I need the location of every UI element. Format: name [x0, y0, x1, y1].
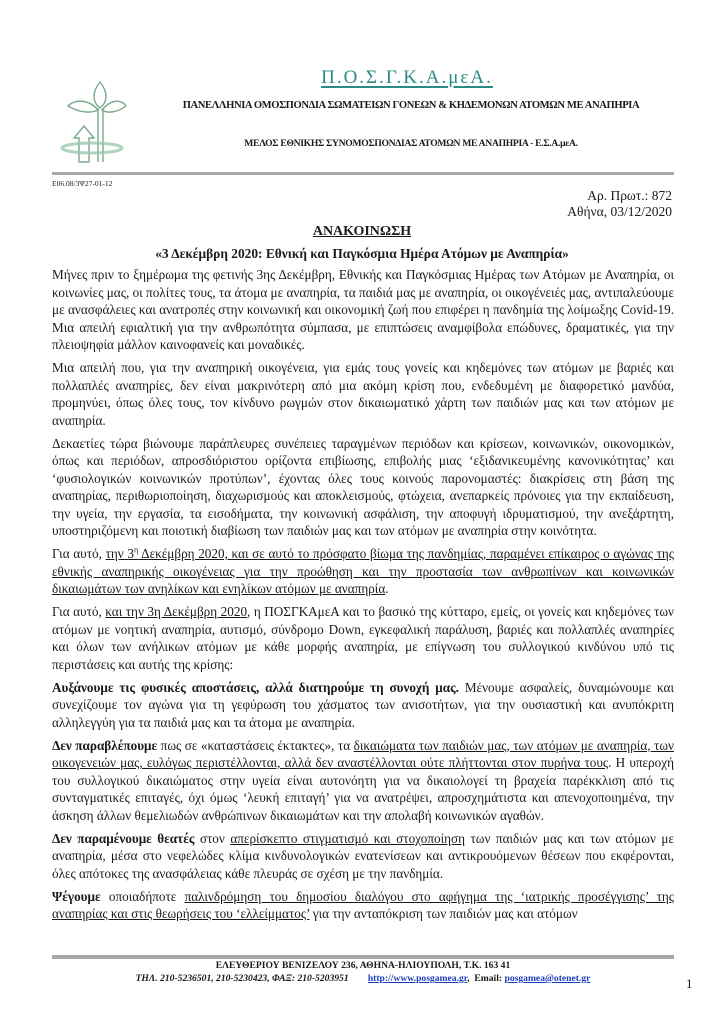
paragraph-6: Αυξάνουμε τις φυσικές αποστάσεις, αλλά διατηρούμε τη συνοχή μας. Μένουμε ασφαλείς, δυναμώνουμε και συνεχίζουμε τον αγώνα για τη γεφύρωση του χάσματος των ανισοτήτων, για την ουσιαστική και ανυπόκριτη αλληλεγγύη για τα παιδιά μας και τα άτομα με αναπηρία.: [52, 679, 674, 730]
paragraph-5: Για αυτό, και την 3η Δεκέμβρη 2020, η ΠΟΣΓΚΑμεΑ και το βασικό της κύτταρο, εμείς, οι γονείς και κηδεμόνες των ατόμων με νοητική αναπηρία, αυτισμό, σύνδρομο Down, εγκεφαλική παράλυση, βαριές και πολλαπλές αναπηρίες και όλων των ανήλικων ατόμων με κάθε μορφής αναπηρία, με επίγνωση του συλλογικού κινδύνου υπό τις περιστάσεις και αυτής της κρίσης:: [52, 604, 674, 672]
protocol-number: Αρ. Πρωτ.: 872: [587, 188, 672, 203]
place-date: Αθήνα, 03/12/2020: [567, 204, 672, 219]
org-membership: ΜΕΛΟΣ ΕΘΝΙΚΗΣ ΣΥΝΟΜΟΣΠΟΝΔΙΑΣ ΑΤΟΜΩΝ ΜΕ ΑΝΑΠΗΡΙΑ - Ε.Σ.Α.μεΑ.: [244, 138, 578, 149]
website-link[interactable]: http://www.posgamea.gr: [367, 973, 468, 984]
paragraph-4: Για αυτό, την $3^\eta$ Δεκέμβρη 2020, και σε αυτό το πρόσφατο βίωμα της πανδημίας, παραμένει επίκαιρος ο αγώνας της εθνικής αναπηρικής οικογένειας για την προώθηση και την προστασία των ανθρωπίνων και κοινωνικών δικαιωμάτων των ανηλίκων και ενηλίκων ατόμων με αναπηρία.: [52, 545, 674, 596]
paragraph-3: Δεκαετίες τώρα βιώνουμε παράπλευρες συνέπειες ταραγμένων περιόδων και κρίσεων, κοινωνικών, οικονομικών, όπως και περιόδων, απροσδιόριστου ορίζοντα επιβίωσης, επιβολής μιας ‘εξιδανικευμένης κανονικότητας’ και ‘φυσιολογικών κοινωνικών προτύπων’, έχοντας όλες τους κοινούς παρονομαστές: διακρίσεις στη βάση της αναπηρίας, περιθωριοποίηση, διαχωρισμούς και αποκλεισμούς, φτώχεια, ανεπαρκείς πρόνοιες για την εκπαίδευση, την υγεία, την εργασία, τα εισοδήματα, την κοινωνική ασφάλιση, την αποφυγή ιδρυματισμού, την ανεξάρτητη, υποστηριζόμενη και ποιοτική διαβίωση των παιδιών μας και των ατόμων με αναπηρία στην κοινότητα.: [52, 435, 674, 538]
footer-divider: [52, 955, 674, 959]
footer-phones: ΤΗΛ. 210-5236501, 210-5230423, ΦΑΞ: 210-5203951: [135, 973, 349, 984]
bold-lead: Δεν παραμένουμε θεατές: [52, 830, 195, 846]
underlined-text: την $3^\eta$ Δεκέμβρη 2020, και σε αυτό το πρόσφατο βίωμα της πανδημίας, παραμένει επίκαιρος ο αγώνας της εθνικής αναπηρικής οικογένειας για την προώθηση και την προστασία των ανθρωπίνων και κοινωνικών δικαιωμάτων των ανηλίκων και ενηλίκων ατόμων με αναπηρία: [52, 545, 674, 596]
document-subject: «3 Δεκέμβρη 2020: Εθνική και Παγκόσμια Ημέρα Ατόμων με Αναπηρία»: [155, 246, 569, 261]
footer-contacts: ΤΗΛ. 210-5236501, 210-5230423, ΦΑΞ: 210-5203951 http://www.posgamea.gr, Email: posgamea@otenet.gr: [135, 973, 591, 984]
paragraph-2: Μια απειλή που, για την αναπηρική οικογένεια, για εμάς τους γονείς και κηδεμόνες των ατόμων με βαριές και πολλαπλές αναπηρίες, δεν είναι μακρινότερη από μια ακόμη κρίση που, ενδεδυμένη με διαφορετικό μανδύα, προμηνύει, όπως όλες τους, τον κίνδυνο ρωγμών στον δικαιωματικό χάρτη των παιδιών μας και των ατόμων με αναπηρία.: [52, 360, 674, 428]
underlined-text: παλινδρόμηση του δημοσίου διαλόγου στο αφήγημα της ‘ιατρικής προσέγγισης’ της αναπηρίας και στις θεωρήσεις του ‘ελλείμματος’: [52, 888, 674, 921]
underlined-text: και την 3η Δεκέμβρη 2020: [105, 604, 248, 619]
document-body: [52, 266, 674, 928]
protocol-block: [567, 188, 672, 220]
email-label: Email:: [474, 973, 505, 984]
plant-arrow-logo-icon: [56, 76, 128, 166]
org-fullname: ΠΑΝΕΛΛΗΝΙΑ ΟΜΟΣΠΟΝΔΙΑ ΣΩΜΑΤΕΙΩΝ ΓΟΝΕΩΝ & ΚΗΔΕΜΟΝΩΝ ΑΤΟΜΩΝ ΜΕ ΑΝΑΠΗΡΙΑ: [182, 100, 640, 111]
org-acronym-title: Π.Ο.Σ.Γ.Κ.Α.μεΑ.: [321, 67, 493, 88]
bold-lead: Ψέγουμε: [52, 888, 101, 904]
paragraph-9: Ψέγουμε οποιαδήποτε παλινδρόμηση του δημοσίου διαλόγου στο αφήγημα της ‘ιατρικής προσέγγισης’ της αναπηρίας και στις θεωρήσεις του ‘ελλείμματος’ για την ανταπόκριση των παιδιών μας και ατόμων: [52, 888, 674, 921]
bold-lead: Δεν παραβλέπουμε: [52, 737, 158, 753]
bold-lead: Αυξάνουμε τις φυσικές αποστάσεις, αλλά διατηρούμε τη συνοχή μας.: [52, 679, 459, 695]
page-number: 1: [686, 976, 693, 991]
paragraph-1: Μήνες πριν το ξημέρωμα της φετινής 3ης Δεκέμβρη, Εθνικής και Παγκόσμιας Ημέρας των Ατόμων με Αναπηρία, οι κοινωνίες μας, οι πολίτες τους, τα άτομα με αναπηρία, τα παιδιά μας με αναπηρία, οι οικογένειές μας, αντιπαλεύουμε με ανασφάλειες και ανατροπές στην κοινωνική και οικονομική ζωή που επιφέρει η πανδημία της λοίμωξης Covid-19. Μια απειλή εφιαλτική για την ανθρωπότητα σύμπασα, με επιπτώσεις αναμφίβολα επώδυνες, δραματικές, για την πλειοψηφία μάλλον καινοφανείς και μοναδικές.: [52, 267, 674, 352]
document-heading: ΑΝΑΚΟΙΝΩΣΗ: [312, 224, 412, 239]
footer-address: ΕΛΕΥΘΕΡΙΟΥ ΒΕΝΙΖΕΛΟΥ 236, ΑΘΗΝΑ-ΗΛΙΟΥΠΟΛΗ, Τ.Κ. 163 41: [215, 960, 511, 971]
paragraph-7: Δεν παραβλέπουμε πως σε «καταστάσεις έκτακτες», τα δικαιώματα των παιδιών μας, των ατόμων με αναπηρία, των οικογενειών μας, ευλόγως περιστέλλονται, αλλά δεν αναστέλλονται ούτε πλήττονται στον πυρήνα τους. Η υπεροχή του συλλογικού δικαιώματος στην υγεία είναι αυτονόητη για να δικαιολογεί τη βραχεία παρέκκλιση από τις συνταγματικές επιταγές, όχι όμως ‘λευκή επιταγή’ για να ανατρέψει, απροσχημάτιστα και απενοχοποιημένα, την άσκηση άλλων θεμελιωδών ανθρώπινων δικαιωμάτων και την απολαβή κοινωνικών αγαθών.: [52, 737, 674, 823]
paragraph-8: Δεν παραμένουμε θεατές στον απερίσκεπτο στιγματισμό και στοχοποίηση των παιδιών μας και των ατόμων με αναπηρία, μέσα στο νεφελώδες κλίμα κινδυνολογικών ενατενίσεων και αντικρουόμενων θέσεων που εκφέρονται, όλες απότοκες της ανασφάλειας κάθε πλευράς σε σχέση με την πανδημία.: [52, 830, 675, 881]
underlined-text: δικαιώματα των παιδιών μας, των ατόμων με αναπηρία, των οικογενειών μας, ευλόγως περιστέλλονται, αλλά δεν αναστέλλονται ούτε πλήττονται στον πυρήνα τους: [52, 737, 674, 770]
underlined-text: απερίσκεπτο στιγματισμό και στοχοποίηση: [230, 830, 466, 846]
email-link[interactable]: posgamea@otenet.gr: [504, 973, 591, 984]
reference-code: E06.08/3Ψ27-01-12: [52, 179, 113, 188]
header-divider: [52, 172, 674, 175]
